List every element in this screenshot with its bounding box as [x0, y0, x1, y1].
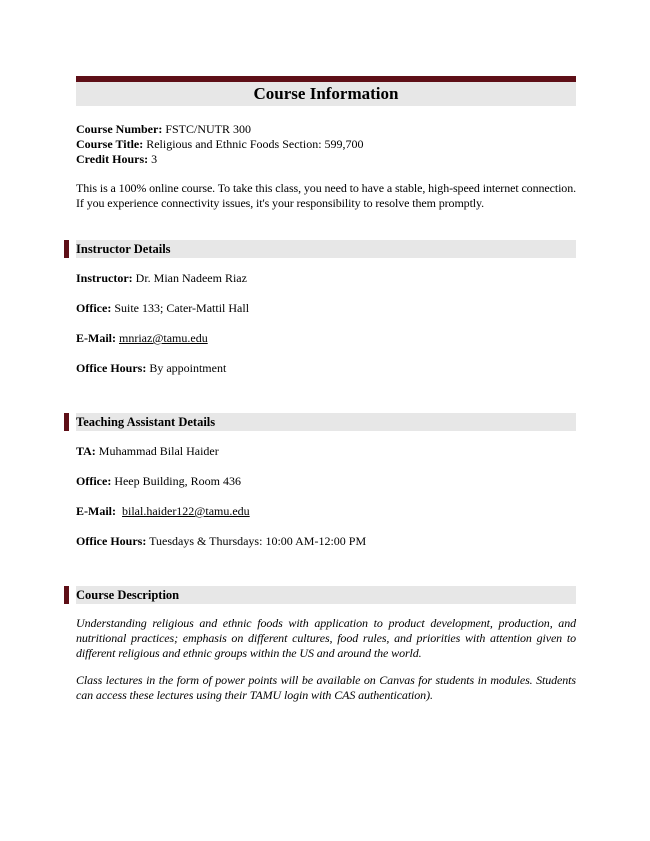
credit-hours-label: Credit Hours:	[76, 152, 149, 166]
instructor-office-line	[76, 301, 576, 316]
instructor-office-label: Office:	[76, 301, 112, 315]
description-section-header	[76, 586, 576, 604]
description-paragraph-1: Understanding religious and ethnic foods with application to product development, production, and nutritional practices; emphasis on different cultures, food rules, and priorities with attention given to different religious and ethnic groups within the US and around the world.	[76, 616, 576, 660]
instructor-office: Suite 133; Cater-Mattil Hall	[111, 301, 250, 315]
credit-hours-value: 3	[148, 152, 158, 166]
credit-hours-line	[76, 152, 576, 167]
ta-hours: Tuesdays & Thursdays: 10:00 AM-12:00 PM	[146, 534, 367, 548]
ta-office-label: Office:	[76, 474, 112, 488]
section-marker	[64, 413, 69, 431]
description-section-title: Course Description	[76, 588, 180, 602]
course-number-line	[76, 122, 576, 137]
ta-name-line	[76, 444, 576, 459]
instructor-email-label: E-Mail:	[76, 331, 116, 345]
instructor-label: Instructor:	[76, 271, 133, 285]
instructor-hours-line	[76, 361, 576, 376]
ta-section-title: Teaching Assistant Details	[76, 415, 216, 429]
instructor-hours-label: Office Hours:	[76, 361, 147, 375]
ta-office-line	[76, 474, 576, 489]
instructor-section-title: Instructor Details	[76, 242, 171, 256]
instructor-section-header	[76, 240, 576, 258]
ta-email-link[interactable]: bilal.haider122@tamu.edu	[122, 504, 250, 518]
ta-hours-label: Office Hours:	[76, 534, 147, 548]
ta-name: Muhammad Bilal Haider	[95, 444, 219, 458]
section-marker	[64, 240, 69, 258]
course-info-block	[76, 122, 576, 167]
instructor-name: Dr. Mian Nadeem Riaz	[132, 271, 247, 285]
course-title-line	[76, 137, 576, 152]
ta-email-label: E-Mail:	[76, 504, 116, 518]
instructor-email-line	[76, 331, 576, 346]
course-title-label: Course Title:	[76, 137, 144, 151]
ta-label: TA:	[76, 444, 96, 458]
course-number-value: FSTC/NUTR 300	[162, 122, 252, 136]
intro-paragraph: This is a 100% online course. To take this class, you need to have a stable, high-speed internet connection. If you experience connectivity issues, it's your responsibility to resolve them promptly.	[76, 181, 577, 210]
ta-hours-line	[76, 534, 576, 549]
course-title-value: Religious and Ethnic Foods Section: 599,700	[143, 137, 364, 151]
ta-email-line	[76, 504, 576, 519]
instructor-hours: By appointment	[146, 361, 227, 375]
ta-section-header	[76, 413, 576, 431]
instructor-email-link[interactable]: mnriaz@tamu.edu	[119, 331, 208, 345]
page-title: Course Information	[76, 82, 576, 106]
course-number-label: Course Number:	[76, 122, 163, 136]
description-paragraph-2: Class lectures in the form of power points will be available on Canvas for students in modules. Students can access these lectures using their TAMU login with CAS authentication).	[76, 673, 576, 702]
section-marker	[64, 586, 69, 604]
instructor-name-line	[76, 271, 576, 286]
ta-office: Heep Building, Room 436	[111, 474, 241, 488]
document-page	[76, 76, 576, 703]
